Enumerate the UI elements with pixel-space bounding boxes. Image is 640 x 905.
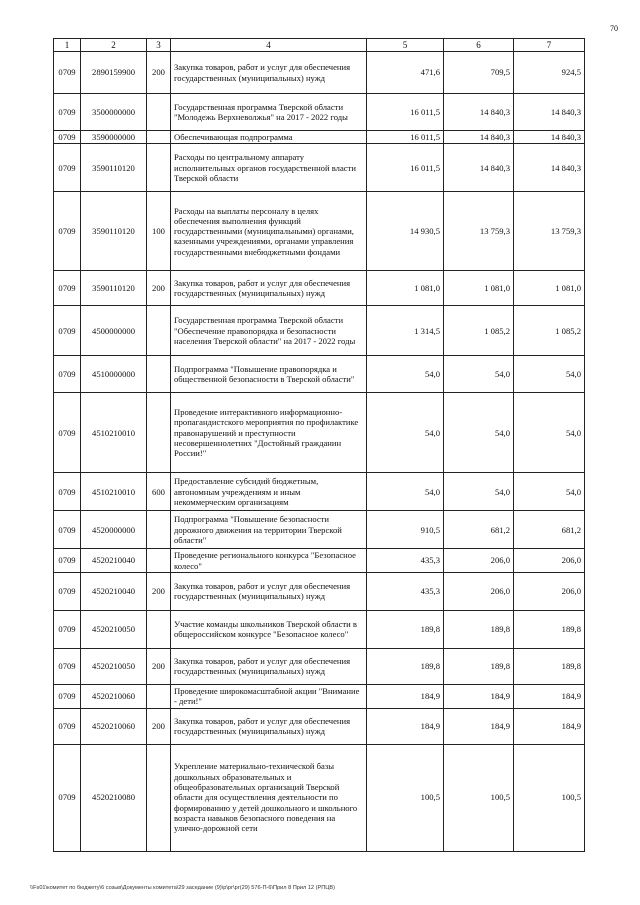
item-name-cell: Закупка товаров, работ и услуг для обеспечения государственных (муниципальных) нужд (171, 271, 367, 306)
item-name-cell: Предоставление субсидий бюджетным, автономным учреждениям и иным некоммерческим организациям (171, 473, 367, 511)
amount-col7-cell: 14 840,3 (514, 131, 585, 144)
target-code-cell: 4510210010 (81, 473, 147, 511)
amount-col6-cell: 709,5 (444, 52, 514, 94)
amount-col7-cell: 14 840,3 (514, 94, 585, 131)
amount-col5-cell: 16 011,5 (367, 94, 444, 131)
target-code-cell: 4510210010 (81, 393, 147, 473)
target-code-cell: 4520210060 (81, 684, 147, 708)
amount-col6-cell: 54,0 (444, 393, 514, 473)
amount-col7-cell: 184,9 (514, 708, 585, 744)
amount-col7-cell: 206,0 (514, 549, 585, 573)
item-name-cell: Государственная программа Тверской области "Обеспечение правопорядка и безопасности населения Тверской области" на 2017 - 2022 годы (171, 306, 367, 356)
amount-col7-cell: 100,5 (514, 744, 585, 851)
table-row (54, 52, 585, 94)
amount-col5-cell: 54,0 (367, 393, 444, 473)
expense-type-cell (147, 744, 171, 851)
expense-type-cell (147, 144, 171, 192)
table-row (54, 144, 585, 192)
amount-col5-cell: 435,3 (367, 572, 444, 610)
amount-col6-cell: 206,0 (444, 549, 514, 573)
item-name-cell: Расходы на выплаты персоналу в целях обеспечения выполнения функций государственными (муниципальными) органами, казенными учреждениями, органами управления государственными внебюджетными фондами (171, 192, 367, 271)
target-code-cell: 4520210080 (81, 744, 147, 851)
table-row (54, 648, 585, 684)
expense-type-cell: 200 (147, 648, 171, 684)
item-name-cell: Подпрограмма "Повышение правопорядка и общественной безопасности в Тверской области" (171, 356, 367, 393)
item-name-cell: Обеспечивающая подпрограмма (171, 131, 367, 144)
section-cell: 0709 (54, 393, 81, 473)
target-code-cell: 3590110120 (81, 271, 147, 306)
item-name-cell: Расходы по центральному аппарату исполнительных органов государственной власти Тверской области (171, 144, 367, 192)
section-cell: 0709 (54, 684, 81, 708)
section-cell: 0709 (54, 144, 81, 192)
amount-col6-cell: 184,9 (444, 708, 514, 744)
item-name-cell: Проведение интерактивного информационно-пропагандистского мероприятия по профилактике правонарушений и преступности несовершеннолетних "Достойный гражданин России!" (171, 393, 367, 473)
table-row (54, 610, 585, 648)
amount-col6-cell: 1 085,2 (444, 306, 514, 356)
amount-col5-cell: 189,8 (367, 648, 444, 684)
table-row (54, 192, 585, 271)
expense-type-cell: 600 (147, 473, 171, 511)
item-name-cell: Проведение широкомасштабной акции "Внимание - дети!" (171, 684, 367, 708)
target-code-cell: 3590110120 (81, 144, 147, 192)
target-code-cell: 4520000000 (81, 511, 147, 549)
section-cell: 0709 (54, 511, 81, 549)
target-code-cell: 3500000000 (81, 94, 147, 131)
expense-type-cell (147, 94, 171, 131)
target-code-cell: 3590000000 (81, 131, 147, 144)
amount-col7-cell: 54,0 (514, 473, 585, 511)
table-row (54, 473, 585, 511)
item-name-cell: Закупка товаров, работ и услуг для обеспечения государственных (муниципальных) нужд (171, 648, 367, 684)
section-cell: 0709 (54, 572, 81, 610)
table-row (54, 131, 585, 144)
expense-type-cell (147, 131, 171, 144)
expense-type-cell (147, 393, 171, 473)
expense-type-cell: 200 (147, 572, 171, 610)
item-name-cell: Укрепление материально-технической базы дошкольных образовательных и общеобразовательных организаций Тверской области для осуществления деятельности по формированию у детей дошкольного и школьного возраста навыков безопасного поведения на улично-дорожной сети (171, 744, 367, 851)
amount-col5-cell: 471,6 (367, 52, 444, 94)
amount-col6-cell: 54,0 (444, 473, 514, 511)
amount-col7-cell: 13 759,3 (514, 192, 585, 271)
header-cell-2: 2 (81, 39, 147, 52)
table-row (54, 356, 585, 393)
header-cell-5: 5 (367, 39, 444, 52)
target-code-cell: 4510000000 (81, 356, 147, 393)
header-cell-6: 6 (444, 39, 514, 52)
table-row (54, 393, 585, 473)
target-code-cell: 4520210050 (81, 648, 147, 684)
amount-col7-cell: 54,0 (514, 356, 585, 393)
target-code-cell: 4520210040 (81, 549, 147, 573)
item-name-cell: Участие команды школьников Тверской области в общероссийском конкурсе "Безопасное колесо" (171, 610, 367, 648)
budget-table (53, 38, 585, 852)
expense-type-cell (147, 684, 171, 708)
item-name-cell: Проведение регионального конкурса "Безопасное колесо" (171, 549, 367, 573)
amount-col7-cell: 189,8 (514, 610, 585, 648)
table-row (54, 94, 585, 131)
expense-type-cell: 100 (147, 192, 171, 271)
table-row (54, 744, 585, 851)
item-name-cell: Государственная программа Тверской области "Молодежь Верхневолжья" на 2017 - 2022 годы (171, 94, 367, 131)
section-cell: 0709 (54, 356, 81, 393)
item-name-cell: Закупка товаров, работ и услуг для обеспечения государственных (муниципальных) нужд (171, 572, 367, 610)
section-cell: 0709 (54, 94, 81, 131)
amount-col6-cell: 189,8 (444, 648, 514, 684)
amount-col5-cell: 184,9 (367, 708, 444, 744)
amount-col6-cell: 100,5 (444, 744, 514, 851)
amount-col5-cell: 54,0 (367, 473, 444, 511)
section-cell: 0709 (54, 192, 81, 271)
table-row (54, 549, 585, 573)
section-cell: 0709 (54, 271, 81, 306)
section-cell: 0709 (54, 708, 81, 744)
expense-type-cell: 200 (147, 52, 171, 94)
amount-col7-cell: 1 085,2 (514, 306, 585, 356)
header-cell-1: 1 (54, 39, 81, 52)
amount-col5-cell: 16 011,5 (367, 131, 444, 144)
amount-col7-cell: 924,5 (514, 52, 585, 94)
expense-type-cell (147, 511, 171, 549)
amount-col7-cell: 14 840,3 (514, 144, 585, 192)
section-cell: 0709 (54, 648, 81, 684)
expense-type-cell (147, 356, 171, 393)
expense-type-cell: 200 (147, 708, 171, 744)
table-row (54, 684, 585, 708)
amount-col6-cell: 14 840,3 (444, 144, 514, 192)
page-number: 70 (610, 24, 618, 33)
amount-col6-cell: 189,8 (444, 610, 514, 648)
amount-col5-cell: 1 314,5 (367, 306, 444, 356)
amount-col7-cell: 189,8 (514, 648, 585, 684)
expense-type-cell (147, 306, 171, 356)
amount-col5-cell: 54,0 (367, 356, 444, 393)
item-name-cell: Подпрограмма "Повышение безопасности дорожного движения на территории Тверской области" (171, 511, 367, 549)
section-cell: 0709 (54, 52, 81, 94)
amount-col7-cell: 681,2 (514, 511, 585, 549)
amount-col5-cell: 14 930,5 (367, 192, 444, 271)
section-cell: 0709 (54, 610, 81, 648)
section-cell: 0709 (54, 131, 81, 144)
section-cell: 0709 (54, 744, 81, 851)
item-name-cell: Закупка товаров, работ и услуг для обеспечения государственных (муниципальных) нужд (171, 52, 367, 94)
section-cell: 0709 (54, 306, 81, 356)
amount-col5-cell: 100,5 (367, 744, 444, 851)
amount-col6-cell: 681,2 (444, 511, 514, 549)
header-cell-4: 4 (171, 39, 367, 52)
amount-col6-cell: 14 840,3 (444, 94, 514, 131)
amount-col7-cell: 54,0 (514, 393, 585, 473)
amount-col6-cell: 54,0 (444, 356, 514, 393)
header-cell-3: 3 (147, 39, 171, 52)
amount-col7-cell: 184,9 (514, 684, 585, 708)
amount-col5-cell: 1 081,0 (367, 271, 444, 306)
target-code-cell: 4520210040 (81, 572, 147, 610)
target-code-cell: 3590110120 (81, 192, 147, 271)
item-name-cell: Закупка товаров, работ и услуг для обеспечения государственных (муниципальных) нужд (171, 708, 367, 744)
target-code-cell: 4520210060 (81, 708, 147, 744)
amount-col6-cell: 13 759,3 (444, 192, 514, 271)
section-cell: 0709 (54, 549, 81, 573)
amount-col5-cell: 189,8 (367, 610, 444, 648)
amount-col7-cell: 206,0 (514, 572, 585, 610)
target-code-cell: 2890159900 (81, 52, 147, 94)
table-row (54, 572, 585, 610)
table-row (54, 306, 585, 356)
table-row (54, 271, 585, 306)
header-cell-7: 7 (514, 39, 585, 52)
amount-col6-cell: 1 081,0 (444, 271, 514, 306)
file-path-footer: \\Fs01\комитет по бюджету\6 созыв\Документы комитета\29 заседание (9)\р\рг\рг(29) 576-П-6\Прил 8 Прил 12 (РПЦВ) (30, 885, 335, 891)
section-cell: 0709 (54, 473, 81, 511)
expense-type-cell (147, 610, 171, 648)
amount-col5-cell: 910,5 (367, 511, 444, 549)
table-row (54, 511, 585, 549)
expense-type-cell: 200 (147, 271, 171, 306)
amount-col6-cell: 14 840,3 (444, 131, 514, 144)
amount-col5-cell: 16 011,5 (367, 144, 444, 192)
amount-col5-cell: 435,3 (367, 549, 444, 573)
table-row (54, 708, 585, 744)
amount-col7-cell: 1 081,0 (514, 271, 585, 306)
target-code-cell: 4500000000 (81, 306, 147, 356)
amount-col5-cell: 184,9 (367, 684, 444, 708)
target-code-cell: 4520210050 (81, 610, 147, 648)
amount-col6-cell: 184,9 (444, 684, 514, 708)
amount-col6-cell: 206,0 (444, 572, 514, 610)
table-header-row (54, 39, 585, 52)
expense-type-cell (147, 549, 171, 573)
